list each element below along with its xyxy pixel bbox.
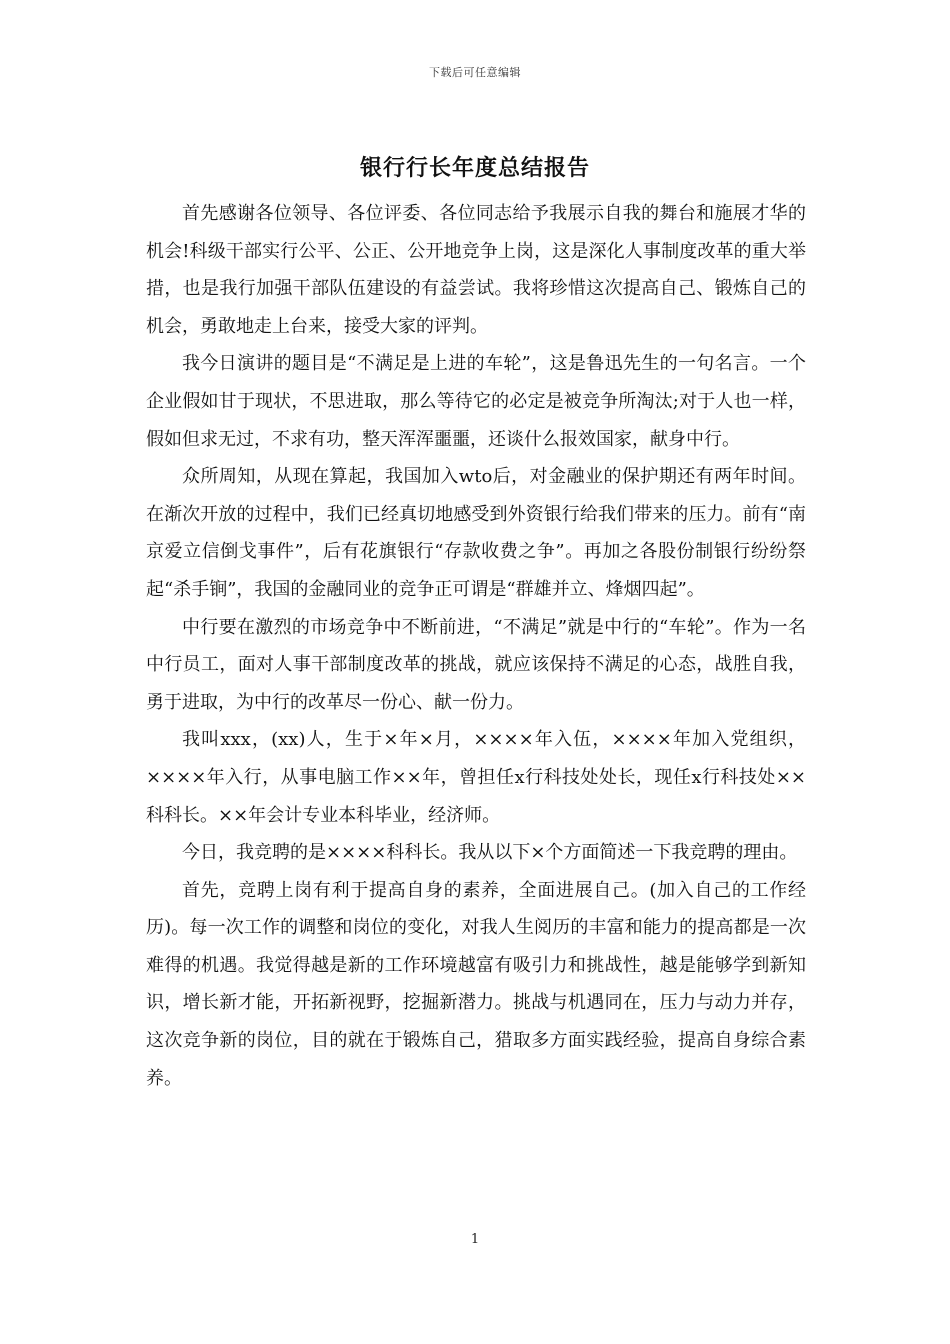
paragraph: 今日，我竞聘的是××××科科长。我从以下×个方面简述一下我竞聘的理由。 bbox=[182, 842, 798, 864]
paragraph: 首先，竞聘上岗有利于提高自身的素养，全面进展自己。(加入自己的工作经历)。每一次工作的调整和岗位的变化，对我人生阅历的丰富和能力的提高都是一次难得的机遇。我觉得越是新的工作环境越富有吸引力和挑战性，越是能够学到新知识，增长新才能，开拓新视野，挖掘新潜力。挑战与机遇同在，压力与动力并存，这次竞争新的岗位，目的就在于锻炼自己，猎取多方面实践经验，提高自身综合素养。 bbox=[146, 879, 806, 1089]
page-header-note: 下载后可任意编辑 bbox=[429, 66, 521, 79]
paragraph: 我叫xxx，(xx)人，生于×年×月，××××年入伍，××××年加入党组织，××××年入行，从事电脑工作××年，曾担任x行科技处处长，现任x行科技处××科科长。××年会计专业本科毕业，经济师。 bbox=[146, 729, 806, 826]
paragraph: 首先感谢各位领导、各位评委、各位同志给予我展示自我的舞台和施展才华的机会!科级干部实行公平、公正、公开地竞争上岗，这是深化人事制度改革的重大举措，也是我行加强干部队伍建设的有益尝试。我将珍惜这次提高自己、锻炼自己的机会，勇敢地走上台来，接受大家的评判。 bbox=[146, 203, 806, 337]
page-number: 1 bbox=[470, 1232, 480, 1247]
paragraph: 众所周知，从现在算起，我国加入wto后，对金融业的保护期还有两年时间。在渐次开放的过程中，我们已经真切地感受到外资银行给我们带来的压力。前有“南京爱立信倒戈事件”，后有花旗银行“存款收费之争”。再加之各股份制银行纷纷祭起“杀手锏”，我国的金融同业的竞争正可谓是“群雄并立、烽烟四起”。 bbox=[146, 466, 806, 600]
document-body bbox=[146, 195, 806, 1097]
document-title: 银行行长年度总结报告 bbox=[359, 155, 590, 181]
paragraph: 中行要在激烈的市场竞争中不断前进，“不满足”就是中行的“车轮”。作为一名中行员工，面对人事干部制度改革的挑战，就应该保持不满足的心态，战胜自我，勇于进取，为中行的改革尽一份心、献一份力。 bbox=[146, 616, 806, 713]
paragraph: 我今日演讲的题目是“不满足是上进的车轮”，这是鲁迅先生的一句名言。一个企业假如甘于现状，不思进取，那么等待它的必定是被竞争所淘汰;对于人也一样，假如但求无过，不求有功，整天浑浑噩噩，还谈什么报效国家，献身中行。 bbox=[146, 353, 806, 450]
